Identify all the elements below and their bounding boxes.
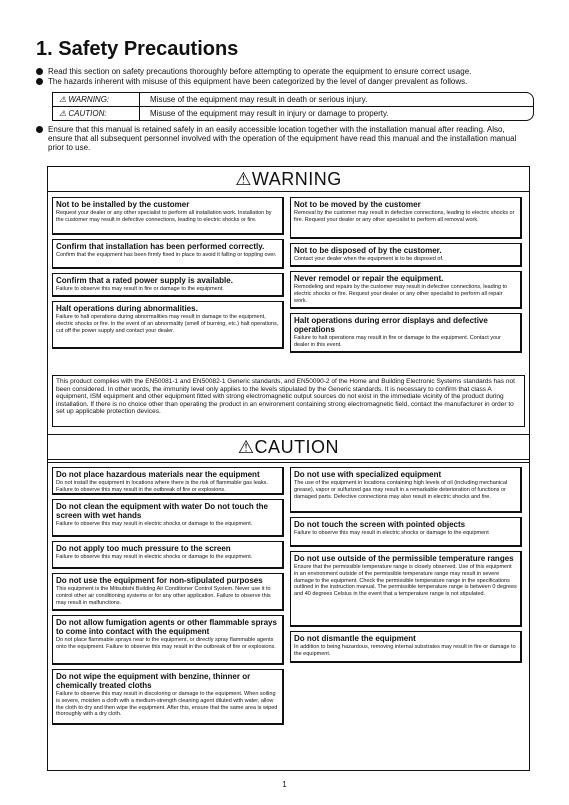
item-body: Failure to observe this may result in electric shocks or damage to the equipment. <box>56 521 253 527</box>
warning-item <box>290 313 522 353</box>
item-title: Not to be moved by the customer <box>294 200 421 209</box>
bullet-text: Read this section on safety precautions thoroughly before attempting to operate the equipment to ensure correct usage. <box>48 67 472 76</box>
warning-item <box>52 301 284 349</box>
item-body: Failure to halt operations during abnormalities may result in damage to the equipment, electric shocks or fire. In the event of an abnormality (smell of burning, etc.) halt operations, cut off the power supply and contact your dealer. <box>56 314 279 334</box>
bullet-dot <box>36 78 43 85</box>
caution-item <box>290 467 522 513</box>
bullet-read-section <box>48 67 528 76</box>
caution-right-column <box>290 467 522 667</box>
warning-heading: ⚠WARNING <box>48 167 529 192</box>
item-body: Remodeling and repairs by the customer may result in defective connections, leading to electric shocks or fire. Request your dealer or any other specialist to perform all repair work. <box>294 284 508 304</box>
item-body: This equipment is the Mitsubishi Building Air Conditioner Control System. Never use it to control other air conditioning systems or for any other application. Failure to observe this may result in malfunctions. <box>56 586 271 606</box>
item-title: Do not wipe the equipment with benzine, thinner or chemically treated cloths <box>56 672 251 690</box>
caution-item <box>52 573 284 611</box>
item-title: Never remodel or repair the equipment. <box>294 274 444 283</box>
item-title: Confirm that a rated power supply is available. <box>56 276 233 285</box>
item-title: Not to be installed by the customer <box>56 200 190 209</box>
caution-panel <box>47 434 530 771</box>
bullet-hazards <box>48 77 528 86</box>
caution-item <box>290 631 522 663</box>
item-title: Do not clean the equipment with water Do not touch the screen with wet hands <box>56 502 268 520</box>
legend-key: ⚠ WARNING: <box>53 93 140 106</box>
bullet-text: The hazards inherent with misuse of this equipment have been categorized by the level of danger prevalent as follows. <box>48 77 468 86</box>
item-body: Failure to observe this may result in electric shocks or damage to the equipment <box>294 530 489 536</box>
hazard-legend <box>52 92 534 121</box>
item-body: Failure to observe this may result in fire or damage to the equipment. <box>56 286 224 292</box>
bullet-retain-manual <box>48 125 526 152</box>
item-title: Not to be disposed of by the customer. <box>294 246 442 255</box>
item-body: In addition to being hazardous, removing internal substrates may result in fire or damage to the equipment. <box>294 644 516 657</box>
warning-item <box>52 239 284 269</box>
item-body: Request your dealer or any other specialist to perform all installation work. Installation by the customer may result in defective connections, leading to electric shocks or fire. <box>56 210 272 223</box>
item-title: Do not place hazardous materials near the equipment <box>56 470 260 479</box>
item-body: Confirm that the equipment has been firmly fixed in place to avoid it falling or toppling over. <box>56 252 277 258</box>
warning-item <box>52 197 284 235</box>
item-title: Do not use with specialized equipment <box>294 470 442 479</box>
item-title: Do not use outside of the permissible temperature ranges <box>294 554 514 563</box>
warning-item <box>290 271 522 309</box>
item-title: Do not use the equipment for non-stipulated purposes <box>56 576 263 585</box>
legend-caution-row <box>53 106 533 120</box>
item-body: Contact your dealer when the equipment is to be disposed of. <box>294 256 444 262</box>
item-body: Failure to observe this may result in electric shocks or damage to the equipment. <box>56 554 253 560</box>
item-title: Do not apply too much pressure to the screen <box>56 544 231 553</box>
page-number: 1 <box>282 780 287 789</box>
caution-left-column <box>52 467 284 729</box>
legend-value: Misuse of the equipment may result in injury or damage to property. <box>150 109 389 118</box>
caution-item <box>290 551 522 627</box>
item-title: Confirm that installation has been performed correctly. <box>56 242 265 251</box>
emc-compliance-note: This product complies with the EN50081-1 and EN50082-1 Generic standards, and EN50090-2 of the Home and Building Electronic Systems standards has not been considered. In other words, the immunity level only applies to the levels stipulated by the Generic standards. It is necessary to confirm that class A equipment, ISM equipment and other equipment fitted with strong electromagnetic output sources do not exist in the immediate vicinity of the product during installation. If there is no choice other than operating the product in an environment containing strong electromagnetic field, contact the manufacturer in order to set up applicable protection devices. <box>52 375 525 427</box>
warning-panel <box>47 166 530 463</box>
caution-item <box>52 669 284 725</box>
caution-item <box>52 467 284 495</box>
page-title: 1. Safety Precautions <box>36 38 239 60</box>
item-body: Failure to observe this may result in discoloring or damage to the equipment. When soiling is severe, moisten a cloth with a medium-strength cleaning agent diluted with water, allow the cloth to dry and then wipe the equipment. After this, ensure that the same area is wiped thoroughly with a dry cloth. <box>56 691 278 718</box>
item-title: Halt operations during error displays and defective operations <box>294 316 488 334</box>
item-body: Do not install the equipment in locations where there is the risk of flammable gas leaks. Failure to observe this may result in the outbreak of fire or explosions. <box>56 480 268 493</box>
bullet-text: Ensure that this manual is retained safely in an easily accessible location together with the installation manual after reading. Also, ensure that all subsequent personnel involved with the operation of the equipment have read this manual and the installation manual prior to use. <box>48 125 517 152</box>
warning-item <box>52 273 284 297</box>
bullet-dot <box>36 126 43 133</box>
warning-left-column <box>52 197 284 353</box>
legend-warning-row <box>53 93 533 106</box>
caution-heading: ⚠CAUTION <box>48 435 529 460</box>
item-body: Removal by the customer may result in defective connections, leading to electric shocks or fire. Request your dealer or any other specialist to perform all removal work. <box>294 210 515 223</box>
caution-item <box>290 517 522 547</box>
item-body: Ensure that the permissible temperature range is closely observed. Use of this equipment in an environment outside of the permissible temperature range may result in severe damage to the equipment. Check the permissible temperature range in the specifications outlined in the instruction manual. The permissible temperature range is between 0 degrees and 40 degrees Celsius in the event that a temperature range is not stipulated. <box>294 564 517 598</box>
item-title: Do not touch the screen with pointed objects <box>294 520 466 529</box>
item-title: Do not dismantle the equipment <box>294 634 416 643</box>
item-body: Do not place flammable sprays near to the equipment, or directly spray flammable agents onto the equipment. Failure to observe this may result in the outbreak of fire or explosions. <box>56 637 276 650</box>
legend-key: ⚠ CAUTION: <box>53 107 140 120</box>
caution-item <box>52 499 284 537</box>
caution-item <box>52 541 284 569</box>
legend-value: Misuse of the equipment may result in death or serious injury. <box>150 95 368 104</box>
warning-item <box>290 197 522 239</box>
item-body: The use of the equipment in locations containing high levels of oil (including mechanical grease), vapor or sulfurized gas may result in a remarkable deterioration of functions or damaged parts. Defective connections may also result in electric shocks and fire. <box>294 480 508 500</box>
warning-right-column <box>290 197 522 357</box>
item-title: Halt operations during abnormalities. <box>56 304 198 313</box>
item-body: Failure to halt operations may result in fire or damage to the equipment. Contact your dealer in this event. <box>294 335 501 348</box>
item-title: Do not allow fumigation agents or other flammable sprays to come into contact with the equipment <box>56 618 277 636</box>
warning-item <box>290 243 522 267</box>
bullet-dot <box>36 68 43 75</box>
caution-item <box>52 615 284 665</box>
